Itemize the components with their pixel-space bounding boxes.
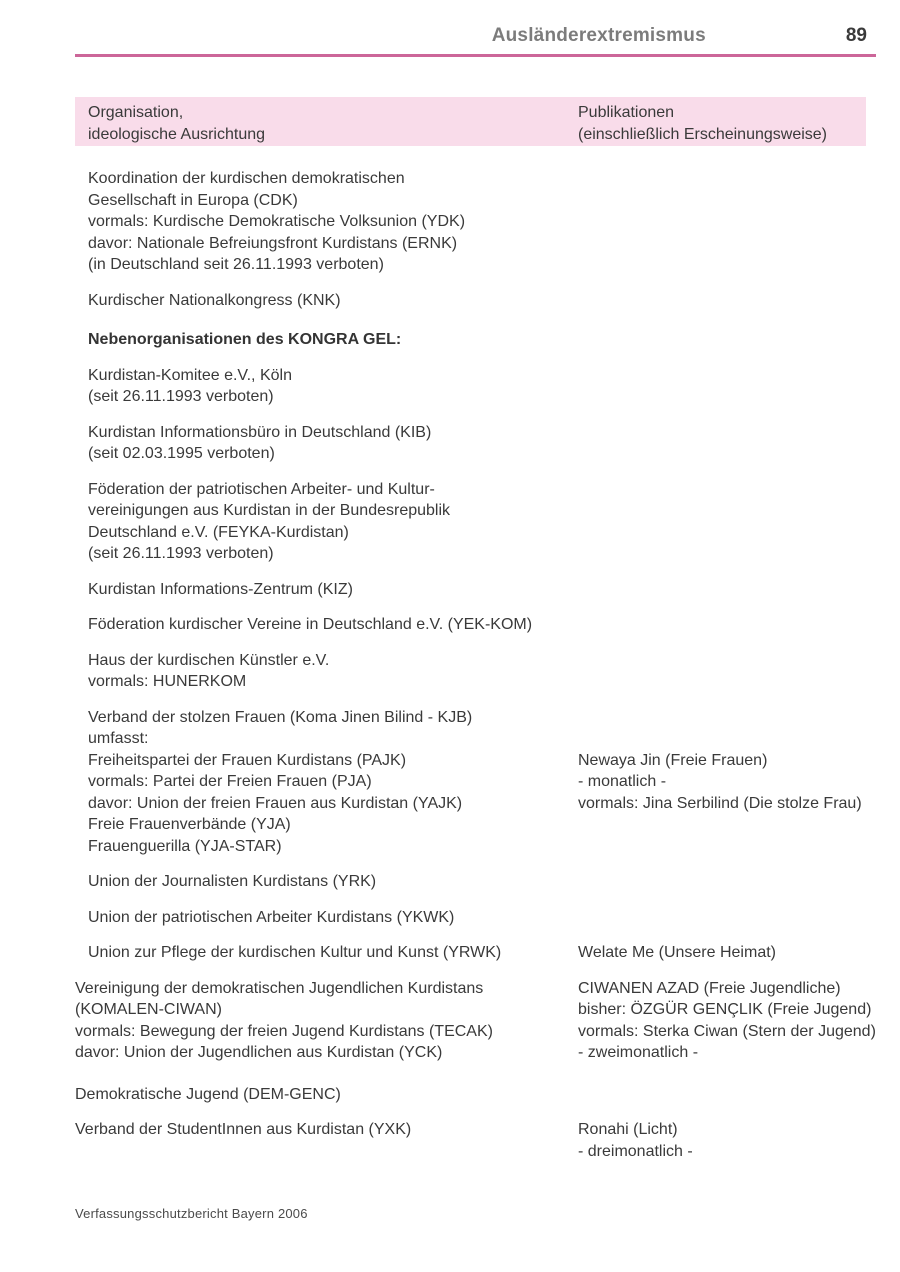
publikation-cell <box>578 479 900 565</box>
org-line: (seit 26.11.1993 verboten) <box>88 545 274 562</box>
pub-line: Welate Me (Unsere Heimat) <box>578 944 776 961</box>
table-row <box>75 750 900 858</box>
org-line: Haus der kurdischen Künstler e.V. <box>88 651 330 669</box>
publikation-cell <box>578 168 900 276</box>
organisation-cell <box>75 365 578 408</box>
org-line: Union zur Pflege der kurdischen Kultur und Kunst (YRWK) <box>88 944 502 961</box>
org-line: Union der patriotischen Arbeiter Kurdistans (YKWK) <box>88 908 455 926</box>
org-line: Föderation der patriotischen Arbeiter- und Kultur- <box>88 480 435 498</box>
organisation-cell <box>75 168 578 276</box>
table-row <box>75 614 900 636</box>
publikation-cell <box>578 650 900 693</box>
org-line: Gesellschaft in Europa (CDK) <box>88 191 298 209</box>
organisation-cell <box>75 579 578 601</box>
organisation-cell <box>75 1084 578 1106</box>
pub-line: - dreimonatlich - <box>578 1142 693 1160</box>
pub-line: - zweimonatlich - <box>578 1044 699 1061</box>
organisation-cell <box>75 1119 578 1162</box>
table-row <box>75 871 900 893</box>
publikation-cell <box>578 1084 900 1106</box>
org-line: davor: Union der freien Frauen aus Kurdistan (YAJK) <box>88 794 463 812</box>
publikation-cell <box>578 290 900 312</box>
org-line: (seit 02.03.1995 verboten) <box>88 445 275 462</box>
publikation-cell <box>578 871 900 893</box>
org-line: vormals: Kurdische Demokratische Volksunion (YDK) <box>88 213 466 230</box>
table-row <box>75 329 900 351</box>
organisation-cell <box>75 422 578 465</box>
header-rule <box>75 54 876 57</box>
publikation-cell <box>578 422 900 465</box>
org-line: vormals: Bewegung der freien Jugend Kurdistans (TECAK) <box>75 1022 493 1040</box>
org-line: davor: Union der Jugendlichen aus Kurdistan (YCK) <box>75 1044 443 1061</box>
organisation-cell <box>75 707 578 750</box>
table-row <box>75 479 900 565</box>
table-row <box>75 978 900 1064</box>
org-line: (KOMALEN-CIWAN) <box>75 1001 222 1018</box>
org-line: umfasst: <box>88 730 149 747</box>
organisation-cell <box>75 614 578 636</box>
publikation-cell <box>578 614 900 636</box>
org-line: Union der Journalisten Kurdistans (YRK) <box>88 873 377 890</box>
table-column-header <box>75 97 866 146</box>
pub-line: vormals: Jina Serbilind (Die stolze Frau) <box>578 794 862 812</box>
table-row <box>75 650 900 693</box>
column-header-line: ideologische Ausrichtung <box>88 125 266 143</box>
table-row <box>75 942 900 964</box>
publikation-cell <box>578 365 900 408</box>
org-line: Freie Frauenverbände (YJA) <box>88 816 291 833</box>
org-line: (seit 26.11.1993 verboten) <box>88 388 274 405</box>
page-title: Ausländerextremismus <box>491 25 706 46</box>
table-row <box>75 1084 900 1106</box>
org-line: Frauenguerilla (YJA-STAR) <box>88 837 282 855</box>
organisation-cell <box>75 290 578 312</box>
org-line: Verband der StudentInnen aus Kurdistan (YXK) <box>75 1121 412 1138</box>
organisation-cell <box>75 978 578 1064</box>
table-row <box>75 365 900 408</box>
org-line: Deutschland e.V. (FEYKA-Kurdistan) <box>88 523 349 541</box>
publikation-cell <box>578 907 900 929</box>
org-line: (in Deutschland seit 26.11.1993 verboten) <box>88 256 384 273</box>
publikation-cell <box>578 978 900 1064</box>
column-header-line: Publikationen <box>578 104 675 121</box>
running-header <box>0 0 900 47</box>
org-line: vereinigungen aus Kurdistan in der Bundesrepublik <box>88 502 451 519</box>
org-line: Kurdistan Informations-Zentrum (KIZ) <box>88 580 353 598</box>
organisation-cell <box>75 750 578 858</box>
column-header-publikationen <box>578 102 866 146</box>
report-footer: Verfassungsschutzbericht Bayern 2006 <box>75 1206 308 1221</box>
table-row <box>75 707 900 750</box>
table-row <box>75 168 900 276</box>
org-line: Kurdistan-Komitee e.V., Köln <box>88 366 292 384</box>
pub-line: - monatlich - <box>578 773 667 790</box>
organisation-cell <box>75 871 578 893</box>
org-line: vormals: Partei der Freien Frauen (PJA) <box>88 773 372 790</box>
org-line: Kurdistan Informationsbüro in Deutschland (KIB) <box>88 423 432 441</box>
org-line: Vereinigung der demokratischen Jugendlichen Kurdistans <box>75 979 484 997</box>
organisation-cell <box>75 942 578 964</box>
org-pub-table <box>0 168 900 1162</box>
section-heading: Nebenorganisationen des KONGRA GEL: <box>88 331 402 348</box>
pub-line: vormals: Sterka Ciwan (Stern der Jugend) <box>578 1022 876 1040</box>
publikation-cell <box>578 707 900 750</box>
pub-line: CIWANEN AZAD (Freie Jugendliche) <box>578 979 841 997</box>
org-line: davor: Nationale Befreiungsfront Kurdistans (ERNK) <box>88 234 458 252</box>
page-number: 89 <box>845 25 867 46</box>
pub-line: Ronahi (Licht) <box>578 1121 678 1138</box>
org-line: Koordination der kurdischen demokratischen <box>88 170 405 187</box>
org-line: Freiheitspartei der Frauen Kurdistans (PAJK) <box>88 751 407 769</box>
column-header-line: (einschließlich Erscheinungsweise) <box>578 125 827 143</box>
table-row <box>75 290 900 312</box>
org-line: Föderation kurdischer Vereine in Deutschland e.V. (YEK-KOM) <box>88 616 533 633</box>
org-line: Demokratische Jugend (DEM-GENC) <box>75 1085 341 1103</box>
pub-line: Newaya Jin (Freie Frauen) <box>578 751 768 769</box>
org-line: Kurdischer Nationalkongress (KNK) <box>88 291 341 309</box>
organisation-cell <box>75 650 578 693</box>
publikation-cell <box>578 942 900 964</box>
column-header-line: Organisation, <box>88 104 184 121</box>
organisation-cell <box>75 479 578 565</box>
publikation-cell <box>578 579 900 601</box>
table-row <box>75 422 900 465</box>
table-row <box>75 907 900 929</box>
org-line: Verband der stolzen Frauen (Koma Jinen Bilind - KJB) <box>88 708 473 726</box>
publikation-cell <box>578 750 900 858</box>
table-row <box>75 579 900 601</box>
org-line: vormals: HUNERKOM <box>88 673 247 690</box>
table-row <box>75 1119 900 1162</box>
organisation-cell <box>75 907 578 929</box>
publikation-cell <box>578 1119 900 1162</box>
column-header-organisation <box>75 102 578 146</box>
pub-line: bisher: ÖZGÜR GENÇLIK (Freie Jugend) <box>578 1001 872 1018</box>
